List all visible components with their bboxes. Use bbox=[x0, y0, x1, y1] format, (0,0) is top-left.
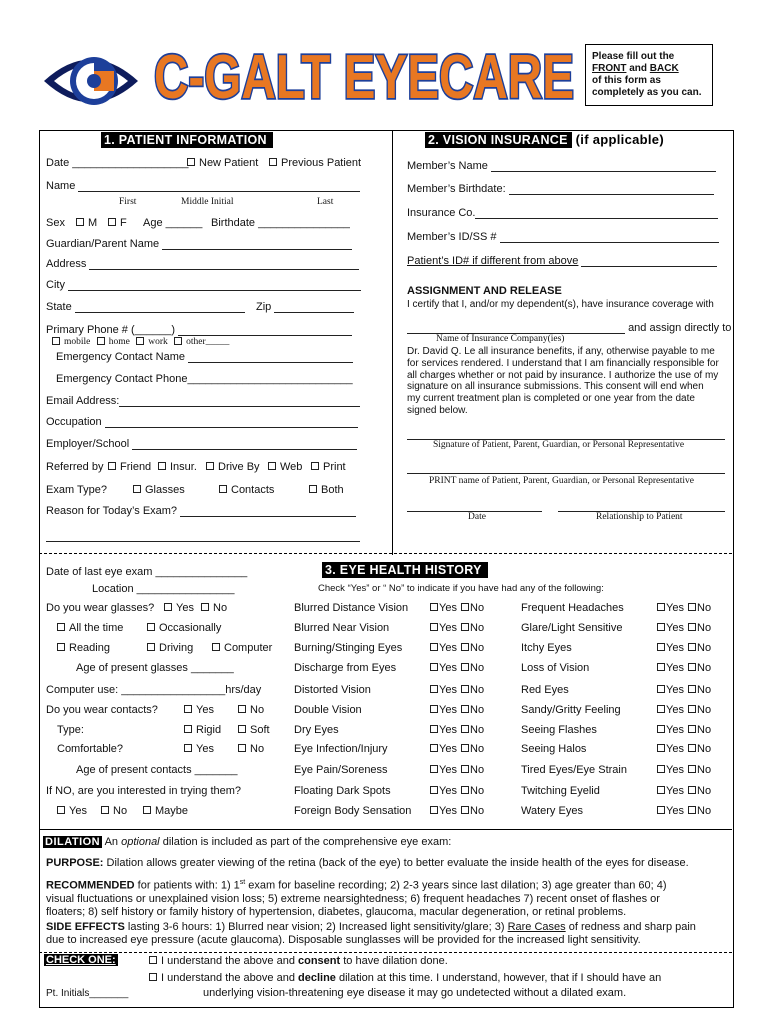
condition-no-checkbox[interactable]: No bbox=[688, 724, 711, 736]
referred-driveby-checkbox[interactable]: Drive By bbox=[206, 461, 260, 473]
comfortable-yes-checkbox[interactable]: Yes bbox=[184, 743, 214, 755]
company-line-label: Name of Insurance Company(ies) bbox=[436, 334, 565, 344]
condition-label: Glare/Light Sensitive bbox=[521, 622, 623, 634]
condition-label: Dry Eyes bbox=[294, 724, 339, 736]
previous-patient-checkbox[interactable]: Previous Patient bbox=[269, 157, 361, 169]
referred-label: Referred by bbox=[46, 461, 104, 473]
brand-wordmark bbox=[150, 40, 580, 108]
condition-label: Twitching Eyelid bbox=[521, 785, 600, 797]
condition-yes-checkbox[interactable]: Yes bbox=[430, 704, 457, 716]
condition-no-checkbox[interactable]: No bbox=[688, 704, 711, 716]
condition-label: Sandy/Gritty Feeling bbox=[521, 704, 621, 716]
condition-label: Discharge from Eyes bbox=[294, 662, 397, 674]
type-label: Type: bbox=[57, 724, 84, 736]
condition-label: Tired Eyes/Eye Strain bbox=[521, 764, 627, 776]
condition-yes-checkbox[interactable]: Yes bbox=[657, 642, 684, 654]
exam-glasses-checkbox[interactable]: Glasses bbox=[133, 484, 185, 496]
print-name-line[interactable] bbox=[407, 462, 725, 474]
employer-field[interactable]: Employer/School bbox=[46, 438, 357, 450]
assignment-body: Dr. David Q. Le all insurance benefits, if any, otherwise payable to me for services rendered. I understand that I am financially responsible for all charges whether or not paid by insurance. I authorize the use of my signature on all insurance submissions. This consent will end when my current treatment plan is completed or one year from the date signed below. bbox=[407, 346, 719, 416]
comfortable-no-checkbox[interactable]: No bbox=[238, 743, 264, 755]
zip-field[interactable]: Zip bbox=[256, 301, 354, 313]
eye-logo bbox=[42, 46, 140, 116]
city-field[interactable]: City bbox=[46, 279, 361, 291]
condition-yes-checkbox[interactable]: Yes bbox=[430, 642, 457, 654]
insurance-company-line[interactable]: and assign directly to bbox=[407, 322, 731, 334]
condition-label: Loss of Vision bbox=[521, 662, 590, 674]
condition-label: Frequent Headaches bbox=[521, 602, 624, 614]
condition-no-checkbox[interactable]: No bbox=[688, 642, 711, 654]
condition-no-checkbox[interactable]: No bbox=[461, 642, 484, 654]
condition-no-checkbox[interactable]: No bbox=[461, 662, 484, 674]
dilation-divider bbox=[39, 829, 732, 830]
side-effects-text: SIDE EFFECTS lasting 3-6 hours: 1) Blurred near vision; 2) Increased light sensitivity/glare; 3) Rare Cases of redness and sharp pain due to increased eye pressure (acute glaucoma). Disposable sunglasses will be provided for the increased light sensitivity. bbox=[46, 921, 696, 946]
date-label: Date bbox=[468, 512, 486, 522]
column-divider bbox=[392, 130, 393, 555]
condition-no-checkbox[interactable]: No bbox=[461, 785, 484, 797]
patient-info-heading: 1. PATIENT INFORMATION bbox=[101, 132, 273, 148]
referred-web-checkbox[interactable]: Web bbox=[268, 461, 302, 473]
condition-no-checkbox[interactable]: No bbox=[461, 805, 484, 817]
date-line[interactable] bbox=[407, 500, 542, 512]
condition-no-checkbox[interactable]: No bbox=[461, 602, 484, 614]
condition-yes-checkbox[interactable]: Yes bbox=[430, 684, 457, 696]
interested-no-checkbox[interactable]: No bbox=[101, 805, 127, 817]
wear-glasses-label: Do you wear glasses? bbox=[46, 602, 155, 614]
interested-label: If NO, are you interested in trying them? bbox=[46, 785, 242, 797]
condition-yes-checkbox[interactable]: Yes bbox=[657, 622, 684, 634]
guardian-field[interactable]: Guardian/Parent Name bbox=[46, 238, 352, 250]
condition-label: Seeing Halos bbox=[521, 743, 587, 755]
condition-no-checkbox[interactable]: No bbox=[461, 622, 484, 634]
condition-no-checkbox[interactable]: No bbox=[461, 704, 484, 716]
condition-yes-checkbox[interactable]: Yes bbox=[430, 785, 457, 797]
condition-yes-checkbox[interactable]: Yes bbox=[430, 724, 457, 736]
condition-label: Seeing Flashes bbox=[521, 724, 597, 736]
condition-yes-checkbox[interactable]: Yes bbox=[657, 785, 684, 797]
member-name-field[interactable]: Member’s Name bbox=[407, 160, 716, 172]
condition-no-checkbox[interactable]: No bbox=[461, 724, 484, 736]
reason-extra-line[interactable] bbox=[46, 530, 360, 542]
condition-no-checkbox[interactable]: No bbox=[688, 662, 711, 674]
referred-print-checkbox[interactable]: Print bbox=[311, 461, 346, 473]
condition-label: Blurred Distance Vision bbox=[294, 602, 409, 614]
condition-yes-checkbox[interactable]: Yes bbox=[430, 622, 457, 634]
condition-yes-checkbox[interactable]: Yes bbox=[430, 662, 457, 674]
insurance-heading: 2. VISION INSURANCE (if applicable) bbox=[425, 132, 664, 147]
age-contacts-field[interactable]: Age of present contacts _______ bbox=[76, 764, 238, 776]
condition-no-checkbox[interactable]: No bbox=[688, 764, 711, 776]
dilation-intro: DILATION An optional dilation is included as part of the comprehensive eye exam: bbox=[45, 836, 452, 848]
rigid-checkbox[interactable]: Rigid bbox=[184, 724, 221, 736]
condition-no-checkbox[interactable]: No bbox=[688, 622, 711, 634]
sex-m-checkbox[interactable]: M bbox=[76, 217, 97, 229]
member-id-field[interactable]: Member’s ID/SS # bbox=[407, 231, 719, 243]
recommended-text: RECOMMENDED for patients with: 1) 1st exam for baseline recording; 2) 2-3 years since last dilation; 3) age greater than 60; 4) visual fluctuations or unexplained vision loss; 5) extreme nearsightedness; 6) frequent headaches 7) recent onset of flashes or floaters; 8) self history or family history of hypertension, diabetes, glaucoma, macular degeneration, or retinal problems. bbox=[46, 879, 667, 918]
insurance-company-field[interactable]: Insurance Co. bbox=[407, 207, 718, 219]
name-field[interactable]: Name bbox=[46, 180, 360, 192]
soft-checkbox[interactable]: Soft bbox=[238, 724, 270, 736]
condition-no-checkbox[interactable]: No bbox=[688, 805, 711, 817]
email-field[interactable]: Email Address: bbox=[46, 395, 360, 407]
svg-text:C-GALT EYECARE: C-GALT EYECARE bbox=[154, 43, 574, 108]
emergency-name-field[interactable]: Emergency Contact Name bbox=[56, 351, 353, 363]
initials-field[interactable]: Pt. Initials_______ bbox=[46, 988, 129, 999]
health-instruction: Check “Yes” or “ No” to indicate if you have had any of the following: bbox=[318, 583, 604, 594]
emergency-phone-field[interactable]: Emergency Contact Phone___________________________ bbox=[56, 373, 353, 385]
referred-friend-checkbox[interactable]: Friend bbox=[108, 461, 151, 473]
referred-insur-checkbox[interactable]: Insur. bbox=[158, 461, 197, 473]
relationship-line[interactable] bbox=[558, 500, 725, 512]
sex-f-checkbox[interactable]: F bbox=[108, 217, 127, 229]
condition-label: Eye Pain/Soreness bbox=[294, 764, 388, 776]
condition-yes-checkbox[interactable]: Yes bbox=[657, 602, 684, 614]
condition-yes-checkbox[interactable]: Yes bbox=[657, 662, 684, 674]
relationship-label: Relationship to Patient bbox=[596, 512, 683, 522]
assignment-title: ASSIGNMENT AND RELEASE bbox=[407, 285, 562, 297]
phone-type-options[interactable]: mobile home work other_____ bbox=[52, 337, 229, 347]
contacts-no-checkbox[interactable]: No bbox=[238, 704, 264, 716]
exam-both-checkbox[interactable]: Both bbox=[309, 484, 344, 496]
middle-label: Middle Initial bbox=[181, 197, 234, 207]
purpose-text: PURPOSE: Dilation allows greater viewing of the retina (back of the eye) to better evaluate the inside health of the eyes for disease. bbox=[46, 857, 689, 869]
certify-text: I certify that I, and/or my dependent(s), have insurance coverage with bbox=[407, 299, 714, 310]
condition-yes-checkbox[interactable]: Yes bbox=[657, 724, 684, 736]
birthdate-field[interactable]: Birthdate _______________ bbox=[211, 217, 350, 229]
comfortable-label: Comfortable? bbox=[57, 743, 124, 755]
driving-checkbox[interactable]: Driving bbox=[147, 642, 193, 654]
eye-health-heading: 3. EYE HEALTH HISTORY bbox=[322, 562, 488, 578]
reading-checkbox[interactable]: Reading bbox=[57, 642, 110, 654]
signature-line[interactable] bbox=[407, 428, 725, 440]
exam-contacts-checkbox[interactable]: Contacts bbox=[219, 484, 274, 496]
condition-yes-checkbox[interactable]: Yes bbox=[657, 684, 684, 696]
condition-no-checkbox[interactable]: No bbox=[688, 743, 711, 755]
computer-checkbox[interactable]: Computer bbox=[212, 642, 272, 654]
condition-yes-checkbox[interactable]: Yes bbox=[657, 743, 684, 755]
condition-no-checkbox[interactable]: No bbox=[461, 764, 484, 776]
all-time-checkbox[interactable]: All the time bbox=[57, 622, 123, 634]
print-name-label: PRINT name of Patient, Parent, Guardian, or Personal Representative bbox=[429, 476, 694, 486]
condition-label: Floating Dark Spots bbox=[294, 785, 391, 797]
condition-yes-checkbox[interactable]: Yes bbox=[657, 764, 684, 776]
condition-no-checkbox[interactable]: No bbox=[688, 602, 711, 614]
condition-label: Itchy Eyes bbox=[521, 642, 572, 654]
check-divider bbox=[39, 952, 732, 953]
interested-yes-checkbox[interactable]: Yes bbox=[57, 805, 87, 817]
condition-label: Red Eyes bbox=[521, 684, 569, 696]
condition-label: Blurred Near Vision bbox=[294, 622, 390, 634]
glasses-no-checkbox[interactable]: No bbox=[201, 602, 227, 614]
condition-no-checkbox[interactable]: No bbox=[688, 684, 711, 696]
address-field[interactable]: Address bbox=[46, 258, 359, 270]
condition-yes-checkbox[interactable]: Yes bbox=[430, 743, 457, 755]
condition-no-checkbox[interactable]: No bbox=[461, 684, 484, 696]
condition-yes-checkbox[interactable]: Yes bbox=[430, 805, 457, 817]
consent-checkbox[interactable]: I understand the above and consent to have dilation done. bbox=[149, 955, 448, 967]
fill-notice: Please fill out the FRONT and BACK of this form as completely as you can. bbox=[585, 44, 713, 106]
date-field[interactable]: Date ___________________ bbox=[46, 157, 189, 169]
exam-type-label: Exam Type? bbox=[46, 484, 107, 496]
reason-field[interactable]: Reason for Today’s Exam? bbox=[46, 505, 356, 517]
signature-label: Signature of Patient, Parent, Guardian, or Personal Representative bbox=[433, 440, 685, 450]
decline-checkbox[interactable]: I understand the above and decline dilation at this time. I understand, however, that if I should have an bbox=[149, 972, 661, 984]
check-one-label: CHECK ONE: bbox=[46, 954, 116, 966]
new-patient-checkbox[interactable]: New Patient bbox=[187, 157, 258, 169]
wear-contacts-label: Do you wear contacts? bbox=[46, 704, 158, 716]
section-divider bbox=[39, 553, 732, 554]
contacts-yes-checkbox[interactable]: Yes bbox=[184, 704, 214, 716]
decline-continued: underlying vision-threatening eye disease it may go undetected without a dilated exam. bbox=[203, 987, 627, 999]
primary-phone-field[interactable]: Primary Phone # (______) bbox=[46, 324, 352, 336]
location-field[interactable]: Location ________________ bbox=[92, 583, 235, 595]
state-field[interactable]: State bbox=[46, 301, 245, 313]
glasses-yes-checkbox[interactable]: Yes bbox=[164, 602, 194, 614]
last-label: Last bbox=[317, 197, 334, 207]
member-birthdate-field[interactable]: Member’s Birthdate: bbox=[407, 183, 714, 195]
condition-label: Watery Eyes bbox=[521, 805, 583, 817]
dilation-label: DILATION bbox=[45, 836, 101, 848]
condition-label: Eye Infection/Injury bbox=[294, 743, 388, 755]
condition-no-checkbox[interactable]: No bbox=[688, 785, 711, 797]
interested-maybe-checkbox[interactable]: Maybe bbox=[143, 805, 188, 817]
condition-label: Burning/Stinging Eyes bbox=[294, 642, 403, 654]
condition-label: Distorted Vision bbox=[294, 684, 371, 696]
patient-id-field[interactable]: Patient’s ID# if different from above bbox=[407, 255, 717, 267]
condition-yes-checkbox[interactable]: Yes bbox=[430, 602, 457, 614]
condition-yes-checkbox[interactable]: Yes bbox=[430, 764, 457, 776]
age-glasses-field[interactable]: Age of present glasses _______ bbox=[76, 662, 234, 674]
condition-yes-checkbox[interactable]: Yes bbox=[657, 704, 684, 716]
age-field[interactable]: Age ______ bbox=[143, 217, 203, 229]
occasionally-checkbox[interactable]: Occasionally bbox=[147, 622, 221, 634]
condition-label: Double Vision bbox=[294, 704, 362, 716]
occupation-field[interactable]: Occupation bbox=[46, 416, 358, 428]
computer-use-field[interactable]: Computer use: _________________hrs/day bbox=[46, 684, 262, 696]
date-last-exam-field[interactable]: Date of last eye exam _______________ bbox=[46, 566, 248, 578]
condition-yes-checkbox[interactable]: Yes bbox=[657, 805, 684, 817]
condition-no-checkbox[interactable]: No bbox=[461, 743, 484, 755]
sex-label: Sex bbox=[46, 217, 65, 229]
condition-label: Foreign Body Sensation bbox=[294, 805, 412, 817]
first-label: First bbox=[119, 197, 137, 207]
